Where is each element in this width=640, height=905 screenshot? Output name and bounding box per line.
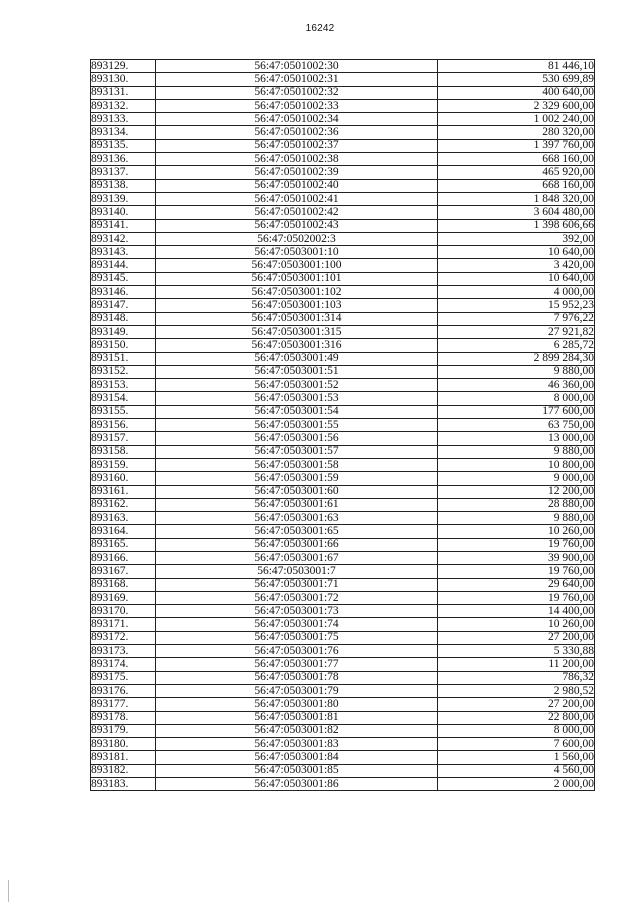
cadastral-value-cell: 668 160,00: [438, 153, 595, 166]
row-number-cell: 893136.: [91, 153, 156, 166]
cadastral-number-cell: 56:47:0503001:49: [156, 352, 438, 365]
cadastral-value-cell: 392,00: [438, 232, 595, 245]
row-number-cell: 893151.: [91, 352, 156, 365]
table-row: [91, 498, 595, 511]
table-row: [91, 73, 595, 86]
row-number-cell: 893163.: [91, 512, 156, 525]
cadastral-number-cell: 56:47:0501002:43: [156, 219, 438, 232]
row-number-cell: 893182.: [91, 764, 156, 777]
row-number-cell: 893130.: [91, 73, 156, 86]
cadastral-value-cell: 2 899 284,30: [438, 352, 595, 365]
cadastral-value-cell: 27 921,82: [438, 325, 595, 338]
cadastral-value-cell: 81 446,10: [438, 60, 595, 73]
row-number-cell: 893137.: [91, 166, 156, 179]
table-row: [91, 419, 595, 432]
row-number-cell: 893183.: [91, 778, 156, 791]
table-row: [91, 764, 595, 777]
table-row: [91, 618, 595, 631]
cadastral-value-cell: 19 760,00: [438, 565, 595, 578]
row-number-cell: 893172.: [91, 631, 156, 644]
row-number-cell: 893156.: [91, 419, 156, 432]
table-row: [91, 379, 595, 392]
row-number-cell: 893139.: [91, 192, 156, 205]
cadastral-number-cell: 56:47:0501002:40: [156, 179, 438, 192]
cadastral-number-cell: 56:47:0503001:82: [156, 724, 438, 737]
cadastral-value-cell: 2 329 600,00: [438, 99, 595, 112]
table-row: [91, 219, 595, 232]
cadastral-value-cell: 1 848 320,00: [438, 192, 595, 205]
cadastral-value-cell: 786,32: [438, 671, 595, 684]
cadastral-value-cell: 1 398 606,66: [438, 219, 595, 232]
cadastral-value-cell: 1 397 760,00: [438, 139, 595, 152]
cadastral-value-cell: 19 760,00: [438, 538, 595, 551]
cadastral-number-cell: 56:47:0503001:72: [156, 591, 438, 604]
cadastral-value-cell: 530 699,89: [438, 73, 595, 86]
cadastral-value-cell: 10 260,00: [438, 525, 595, 538]
cadastral-number-cell: 56:47:0503001:84: [156, 751, 438, 764]
table-row: [91, 405, 595, 418]
cadastral-value-cell: 46 360,00: [438, 379, 595, 392]
row-number-cell: 893149.: [91, 325, 156, 338]
table-row: [91, 179, 595, 192]
row-number-cell: 893152.: [91, 365, 156, 378]
cadastral-value-cell: 12 200,00: [438, 485, 595, 498]
cadastral-number-cell: 56:47:0503001:63: [156, 512, 438, 525]
table-row: [91, 671, 595, 684]
table-row: [91, 286, 595, 299]
table-row: [91, 591, 595, 604]
cadastral-number-cell: 56:47:0502002:3: [156, 232, 438, 245]
table-row: [91, 166, 595, 179]
table-row: [91, 698, 595, 711]
cadastral-number-cell: 56:47:0501002:38: [156, 153, 438, 166]
cadastral-number-cell: 56:47:0503001:54: [156, 405, 438, 418]
row-number-cell: 893173.: [91, 645, 156, 658]
page-number: 16242: [305, 23, 335, 34]
row-number-cell: 893147.: [91, 299, 156, 312]
table-row: [91, 299, 595, 312]
cadastral-number-cell: 56:47:0501002:34: [156, 113, 438, 126]
table-row: [91, 272, 595, 285]
cadastral-number-cell: 56:47:0501002:42: [156, 206, 438, 219]
row-number-cell: 893181.: [91, 751, 156, 764]
cadastral-value-cell: 5 330,88: [438, 645, 595, 658]
row-number-cell: 893178.: [91, 711, 156, 724]
table-row: [91, 99, 595, 112]
cadastral-number-cell: 56:47:0503001:78: [156, 671, 438, 684]
cadastral-number-cell: 56:47:0503001:101: [156, 272, 438, 285]
cadastral-number-cell: 56:47:0503001:57: [156, 445, 438, 458]
cadastral-value-cell: 29 640,00: [438, 578, 595, 591]
cadastral-number-cell: 56:47:0503001:10: [156, 246, 438, 259]
table-row: [91, 738, 595, 751]
table-row: [91, 458, 595, 471]
cadastral-number-cell: 56:47:0503001:86: [156, 778, 438, 791]
row-number-cell: 893177.: [91, 698, 156, 711]
cadastral-number-cell: 56:47:0503001:316: [156, 339, 438, 352]
cadastral-number-cell: 56:47:0503001:7: [156, 565, 438, 578]
row-number-cell: 893162.: [91, 498, 156, 511]
cadastral-value-cell: 280 320,00: [438, 126, 595, 139]
table-row: [91, 392, 595, 405]
row-number-cell: 893161.: [91, 485, 156, 498]
cadastral-number-cell: 56:47:0503001:66: [156, 538, 438, 551]
cadastral-number-cell: 56:47:0503001:61: [156, 498, 438, 511]
row-number-cell: 893132.: [91, 99, 156, 112]
row-number-cell: 893145.: [91, 272, 156, 285]
cadastral-number-cell: 56:47:0503001:53: [156, 392, 438, 405]
table-row: [91, 645, 595, 658]
cadastral-number-cell: 56:47:0503001:76: [156, 645, 438, 658]
cadastral-value-cell: 6 285,72: [438, 339, 595, 352]
cadastral-number-cell: 56:47:0503001:52: [156, 379, 438, 392]
row-number-cell: 893154.: [91, 392, 156, 405]
cadastral-value-cell: 27 200,00: [438, 698, 595, 711]
cadastral-number-cell: 56:47:0503001:75: [156, 631, 438, 644]
cadastral-number-cell: 56:47:0503001:315: [156, 325, 438, 338]
cadastral-value-cell: 28 880,00: [438, 498, 595, 511]
row-number-cell: 893158.: [91, 445, 156, 458]
table-row: [91, 525, 595, 538]
cadastral-value-cell: 8 000,00: [438, 724, 595, 737]
cadastral-number-cell: 56:47:0503001:71: [156, 578, 438, 591]
cadastral-number-cell: 56:47:0503001:314: [156, 312, 438, 325]
cadastral-value-cell: 14 400,00: [438, 605, 595, 618]
table-row: [91, 113, 595, 126]
cadastral-number-cell: 56:47:0503001:58: [156, 458, 438, 471]
cadastral-number-cell: 56:47:0503001:103: [156, 299, 438, 312]
cadastral-value-cell: 2 980,52: [438, 684, 595, 697]
cadastral-value-cell: 10 640,00: [438, 272, 595, 285]
row-number-cell: 893144.: [91, 259, 156, 272]
row-number-cell: 893131.: [91, 86, 156, 99]
cadastral-value-cell: 13 000,00: [438, 432, 595, 445]
cadastral-value-cell: 7 976,22: [438, 312, 595, 325]
cadastral-value-cell: 1 002 240,00: [438, 113, 595, 126]
cadastral-value-cell: 465 920,00: [438, 166, 595, 179]
table-row: [91, 605, 595, 618]
row-number-cell: 893171.: [91, 618, 156, 631]
row-number-cell: 893141.: [91, 219, 156, 232]
cadastral-number-cell: 56:47:0503001:102: [156, 286, 438, 299]
cadastral-number-cell: 56:47:0503001:79: [156, 684, 438, 697]
table-row: [91, 339, 595, 352]
cadastral-number-cell: 56:47:0503001:56: [156, 432, 438, 445]
row-number-cell: 893160.: [91, 472, 156, 485]
row-number-cell: 893134.: [91, 126, 156, 139]
row-number-cell: 893168.: [91, 578, 156, 591]
table-row: [91, 192, 595, 205]
cadastral-number-cell: 56:47:0501002:30: [156, 60, 438, 73]
cadastral-value-cell: 10 640,00: [438, 246, 595, 259]
table-row: [91, 512, 595, 525]
cadastral-number-cell: 56:47:0501002:39: [156, 166, 438, 179]
row-number-cell: 893148.: [91, 312, 156, 325]
table-row: [91, 232, 595, 245]
row-number-cell: 893165.: [91, 538, 156, 551]
table-row: [91, 751, 595, 764]
row-number-cell: 893176.: [91, 684, 156, 697]
cadastral-number-cell: 56:47:0503001:80: [156, 698, 438, 711]
table-row: [91, 578, 595, 591]
table-row: [91, 126, 595, 139]
table-row: [91, 86, 595, 99]
table-row: [91, 60, 595, 73]
row-number-cell: 893179.: [91, 724, 156, 737]
row-number-cell: 893159.: [91, 458, 156, 471]
cadastral-value-cell: 10 800,00: [438, 458, 595, 471]
row-number-cell: 893129.: [91, 60, 156, 73]
cadastral-value-cell: 22 800,00: [438, 711, 595, 724]
cadastral-value-cell: 1 560,00: [438, 751, 595, 764]
scan-margin-mark: [8, 880, 9, 902]
cadastral-value-cell: 9 880,00: [438, 365, 595, 378]
row-number-cell: 893166.: [91, 551, 156, 564]
cadastral-number-cell: 56:47:0503001:85: [156, 764, 438, 777]
cadastral-number-cell: 56:47:0503001:65: [156, 525, 438, 538]
cadastral-value-table: [90, 59, 595, 791]
cadastral-number-cell: 56:47:0503001:100: [156, 259, 438, 272]
cadastral-value-cell: 7 600,00: [438, 738, 595, 751]
cadastral-number-cell: 56:47:0503001:51: [156, 365, 438, 378]
cadastral-value-cell: 4 560,00: [438, 764, 595, 777]
table-row: [91, 445, 595, 458]
table-row: [91, 684, 595, 697]
cadastral-value-cell: 10 260,00: [438, 618, 595, 631]
cadastral-number-cell: 56:47:0503001:81: [156, 711, 438, 724]
table-row: [91, 778, 595, 791]
table-row: [91, 432, 595, 445]
table-row: [91, 565, 595, 578]
cadastral-value-cell: 9 000,00: [438, 472, 595, 485]
table-row: [91, 325, 595, 338]
cadastral-value-cell: 668 160,00: [438, 179, 595, 192]
cadastral-value-cell: 19 760,00: [438, 591, 595, 604]
row-number-cell: 893143.: [91, 246, 156, 259]
row-number-cell: 893175.: [91, 671, 156, 684]
table-row: [91, 312, 595, 325]
row-number-cell: 893150.: [91, 339, 156, 352]
cadastral-number-cell: 56:47:0503001:59: [156, 472, 438, 485]
row-number-cell: 893135.: [91, 139, 156, 152]
table-row: [91, 472, 595, 485]
row-number-cell: 893180.: [91, 738, 156, 751]
cadastral-value-cell: 9 880,00: [438, 445, 595, 458]
cadastral-value-cell: 400 640,00: [438, 86, 595, 99]
cadastral-number-cell: 56:47:0503001:83: [156, 738, 438, 751]
table-row: [91, 206, 595, 219]
table-row: [91, 352, 595, 365]
row-number-cell: 893157.: [91, 432, 156, 445]
table-row: [91, 153, 595, 166]
row-number-cell: 893167.: [91, 565, 156, 578]
cadastral-value-cell: 3 604 480,00: [438, 206, 595, 219]
cadastral-number-cell: 56:47:0501002:37: [156, 139, 438, 152]
cadastral-number-cell: 56:47:0501002:36: [156, 126, 438, 139]
cadastral-value-cell: 9 880,00: [438, 512, 595, 525]
row-number-cell: 893174.: [91, 658, 156, 671]
cadastral-value-cell: 63 750,00: [438, 419, 595, 432]
cadastral-value-cell: 3 420,00: [438, 259, 595, 272]
cadastral-number-cell: 56:47:0503001:74: [156, 618, 438, 631]
cadastral-value-cell: 4 000,00: [438, 286, 595, 299]
table-row: [91, 551, 595, 564]
row-number-cell: 893155.: [91, 405, 156, 418]
table-row: [91, 259, 595, 272]
cadastral-number-cell: 56:47:0501002:32: [156, 86, 438, 99]
cadastral-number-cell: 56:47:0503001:77: [156, 658, 438, 671]
cadastral-value-cell: 39 900,00: [438, 551, 595, 564]
cadastral-value-cell: 8 000,00: [438, 392, 595, 405]
table-row: [91, 711, 595, 724]
cadastral-value-cell: 27 200,00: [438, 631, 595, 644]
table-row: [91, 658, 595, 671]
cadastral-value-cell: 2 000,00: [438, 778, 595, 791]
table-row: [91, 724, 595, 737]
row-number-cell: 893153.: [91, 379, 156, 392]
table-row: [91, 139, 595, 152]
cadastral-number-cell: 56:47:0503001:73: [156, 605, 438, 618]
cadastral-value-cell: 15 952,23: [438, 299, 595, 312]
cadastral-number-cell: 56:47:0501002:41: [156, 192, 438, 205]
table-row: [91, 631, 595, 644]
cadastral-number-cell: 56:47:0503001:60: [156, 485, 438, 498]
table-row: [91, 246, 595, 259]
cadastral-number-cell: 56:47:0503001:55: [156, 419, 438, 432]
row-number-cell: 893146.: [91, 286, 156, 299]
row-number-cell: 893164.: [91, 525, 156, 538]
row-number-cell: 893169.: [91, 591, 156, 604]
table-row: [91, 485, 595, 498]
cadastral-value-cell: 177 600,00: [438, 405, 595, 418]
cadastral-number-cell: 56:47:0501002:31: [156, 73, 438, 86]
row-number-cell: 893170.: [91, 605, 156, 618]
row-number-cell: 893138.: [91, 179, 156, 192]
row-number-cell: 893133.: [91, 113, 156, 126]
cadastral-number-cell: 56:47:0501002:33: [156, 99, 438, 112]
row-number-cell: 893140.: [91, 206, 156, 219]
row-number-cell: 893142.: [91, 232, 156, 245]
table-row: [91, 365, 595, 378]
cadastral-value-cell: 11 200,00: [438, 658, 595, 671]
table-row: [91, 538, 595, 551]
cadastral-number-cell: 56:47:0503001:67: [156, 551, 438, 564]
